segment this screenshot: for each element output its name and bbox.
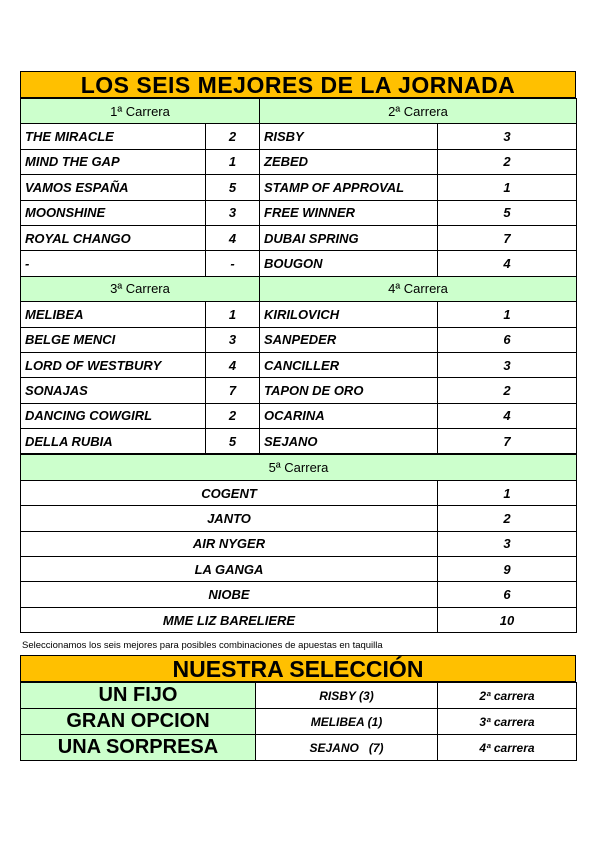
selection-label: UN FIJO [21,683,256,709]
horse-number: 2 [206,403,260,428]
horse-number: 6 [438,327,577,352]
horse-name: MELIBEA [21,302,206,327]
table-row [21,251,577,276]
horse-number: 1 [438,480,577,505]
horse-name: COGENT [21,480,438,505]
table-row [21,582,577,607]
horse-name: STAMP OF APPROVAL [260,175,438,200]
horse-name: BELGE MENCI [21,327,206,352]
horse-name: DELLA RUBIA [21,429,206,454]
horse-number: - [206,251,260,276]
horse-name: KIRILOVICH [260,302,438,327]
horse-name: SANPEDER [260,327,438,352]
horse-number: 1 [438,175,577,200]
selection-label: GRAN OPCION [21,709,256,735]
selection-row [21,709,577,735]
race-header: 3ª Carrera [21,276,260,301]
horse-name: FREE WINNER [260,200,438,225]
race-header-row [21,276,577,301]
race5-table [20,454,577,633]
table-row [21,327,577,352]
horse-number: 2 [206,124,260,149]
horse-number: 2 [438,378,577,403]
selection-title: NUESTRA SELECCIÓN [20,655,576,682]
footnote: Seleccionamos los seis mejores para posibles combinaciones de apuestas en taquilla [22,640,383,652]
horse-name: ROYAL CHANGO [21,225,206,250]
horse-number: 2 [438,149,577,174]
race-header: 1ª Carrera [21,99,260,124]
selection-race: 2ª carrera [438,683,577,709]
table-row [21,149,577,174]
horse-number: 5 [206,429,260,454]
table-row [21,124,577,149]
horse-number: 3 [438,352,577,377]
horse-name: CANCILLER [260,352,438,377]
horse-name: LORD OF WESTBURY [21,352,206,377]
horse-name: SEJANO [260,429,438,454]
horse-name: TAPON DE ORO [260,378,438,403]
horse-name: NIOBE [21,582,438,607]
horse-name: MOONSHINE [21,200,206,225]
horse-number: 3 [206,200,260,225]
selection-race: 4ª carrera [438,735,577,761]
horse-number: 6 [438,582,577,607]
racing-sheet [20,71,576,761]
table-row [21,378,577,403]
horse-name: DANCING COWGIRL [21,403,206,428]
table-row [21,531,577,556]
table-row [21,607,577,632]
table-row [21,200,577,225]
race-header-row [21,99,577,124]
horse-name: VAMOS ESPAÑA [21,175,206,200]
horse-number: 7 [206,378,260,403]
horse-number: 4 [206,352,260,377]
table-row [21,403,577,428]
horse-number: 2 [438,506,577,531]
horse-name: - [21,251,206,276]
horse-number: 5 [206,175,260,200]
page-title: LOS SEIS MEJORES DE LA JORNADA [20,71,576,98]
selection-label: UNA SORPRESA [21,735,256,761]
horse-number: 7 [438,429,577,454]
table-row [21,175,577,200]
horse-name: DUBAI SPRING [260,225,438,250]
races-table [20,98,577,454]
race5-header: 5ª Carrera [21,455,577,480]
table-row [21,352,577,377]
horse-name: LA GANGA [21,557,438,582]
horse-name: AIR NYGER [21,531,438,556]
horse-name: ZEBED [260,149,438,174]
selection-horse: SEJANO (7) [256,735,438,761]
table-row [21,480,577,505]
horse-number: 4 [206,225,260,250]
table-row [21,506,577,531]
horse-name: MME LIZ BARELIERE [21,607,438,632]
horse-number: 3 [206,327,260,352]
horse-number: 5 [438,200,577,225]
horse-name: RISBY [260,124,438,149]
table-row [21,302,577,327]
selection-horse: RISBY (3) [256,683,438,709]
horse-name: BOUGON [260,251,438,276]
selection-table [20,682,577,761]
table-row [21,429,577,454]
horse-number: 3 [438,124,577,149]
horse-name: OCARINA [260,403,438,428]
table-row [21,225,577,250]
horse-number: 1 [206,302,260,327]
horse-number: 3 [438,531,577,556]
horse-number: 9 [438,557,577,582]
selection-race: 3ª carrera [438,709,577,735]
horse-name: JANTO [21,506,438,531]
selection-horse: MELIBEA (1) [256,709,438,735]
horse-number: 4 [438,403,577,428]
horse-name: MIND THE GAP [21,149,206,174]
selection-row [21,683,577,709]
race-header: 2ª Carrera [260,99,577,124]
horse-name: THE MIRACLE [21,124,206,149]
horse-name: SONAJAS [21,378,206,403]
horse-number: 7 [438,225,577,250]
horse-number: 4 [438,251,577,276]
horse-number: 1 [438,302,577,327]
race-header: 4ª Carrera [260,276,577,301]
table-row [21,557,577,582]
horse-number: 10 [438,607,577,632]
horse-number: 1 [206,149,260,174]
selection-row [21,735,577,761]
